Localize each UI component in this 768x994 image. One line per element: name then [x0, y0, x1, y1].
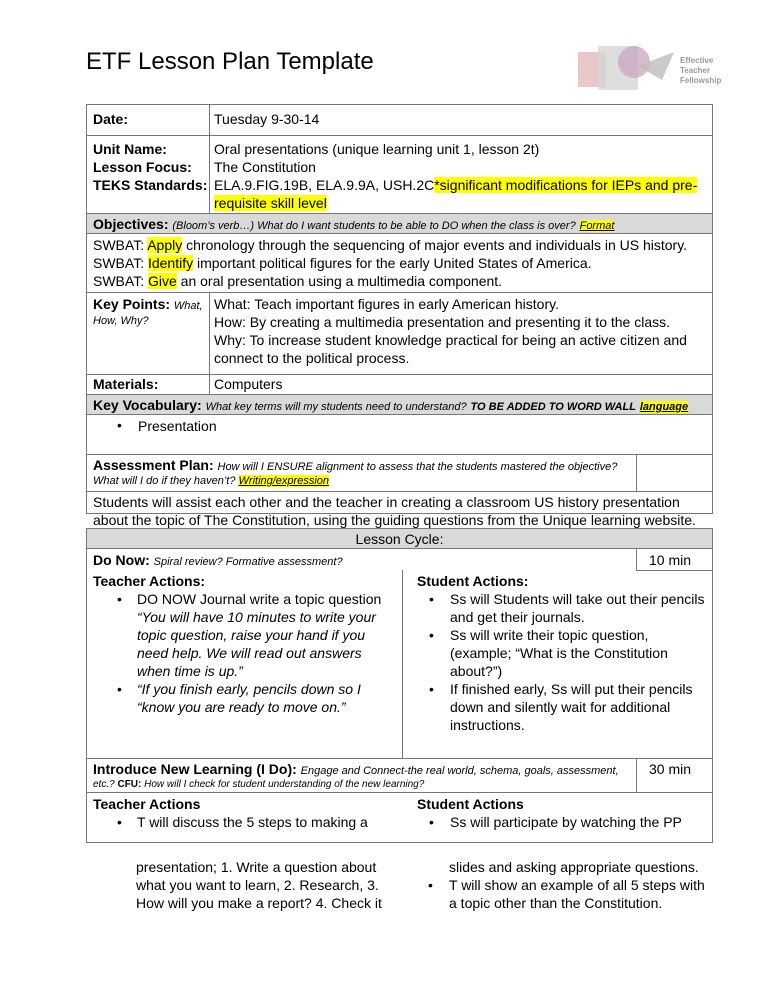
- student-action-cont: down and silently wait for additional: [450, 699, 671, 715]
- intro-label: Introduce New Learning (I Do):: [93, 761, 297, 777]
- assessment-hint: How will I ENSURE alignment to assess that the students mastered the objective?: [217, 461, 618, 473]
- intro-hint-2b: How will I check for student understanding of the new learning?: [144, 779, 425, 790]
- keypoint-how: How: By creating a multimedia presentation and presenting it to the class.: [214, 314, 671, 330]
- page-title: ETF Lesson Plan Template: [86, 48, 374, 75]
- bullet-icon: •: [429, 591, 434, 607]
- teacher-action-cont: topic question, raise your hand if you: [137, 627, 366, 643]
- vocab-header: [87, 395, 712, 415]
- logo-text: Effective Teacher Fellowship: [680, 56, 722, 85]
- teacher-actions-label: Teacher Actions:: [93, 573, 206, 589]
- intro-time: 30 min: [649, 761, 692, 777]
- intro-hint: Engage and Connect-the real world, schema, goals, assessment,: [300, 765, 619, 777]
- teks-note: requisite skill level: [214, 195, 327, 211]
- objectives-hint: (Bloom’s verb…) What do I want students to be able to DO when the class is over?: [172, 220, 576, 232]
- bullet-icon: •: [429, 814, 434, 830]
- teks-value: ELA.9.FIG.19B, ELA.9.9A, USH.2C*significant modifications for IEPs and pre-: [214, 177, 698, 193]
- date-label: Date:: [93, 111, 129, 127]
- student-action: If finished early, Ss will put their pencils: [450, 681, 693, 697]
- keypoint-why: Why: To increase student knowledge practical for being an active citizen and: [214, 332, 687, 348]
- vocab-label: Key Vocabulary:: [93, 397, 202, 413]
- bullet-icon: •: [428, 877, 433, 893]
- teacher-action: DO NOW Journal write a topic question: [137, 591, 382, 607]
- assessment-line: about the topic of The Constitution, using the guiding questions from the Unique learning website.: [93, 512, 696, 528]
- keypoint-what: What: Teach important figures in early American history.: [214, 296, 559, 312]
- student-action: Ss will Students will take out their pencils: [450, 591, 705, 607]
- assessment-body: [87, 492, 712, 533]
- vocab-item: Presentation: [138, 418, 217, 434]
- intro-student-line: slides and asking appropriate questions.: [449, 859, 699, 875]
- donow-block: [87, 549, 712, 759]
- intro-teacher-line: what you want to learn, 2. Research, 3.: [136, 877, 379, 893]
- teacher-action-cont: need help. We will read out answers: [137, 645, 362, 661]
- intro-block: [87, 759, 712, 842]
- student-action-cont: (example; “What is the Constitution: [450, 645, 668, 661]
- unit-row: [87, 136, 712, 214]
- intro-student-line: T will show an example of all 5 steps with: [449, 877, 705, 893]
- teks-label: TEKS Standards:: [93, 177, 208, 193]
- intro-cfu: CFU:: [117, 779, 142, 790]
- intro-student-label: Student Actions: [417, 796, 524, 812]
- keypoints-hint: How, Why?: [93, 315, 149, 327]
- donow-hint: Spiral review? Formative assessment?: [153, 556, 343, 568]
- materials-row: [87, 375, 712, 395]
- intro-teacher-line: How will you make a report? 4. Check it: [136, 895, 382, 911]
- plan-table: [86, 104, 713, 528]
- vocab-wall: TO BE ADDED TO WORD WALL: [470, 401, 636, 413]
- keypoint-why-cont: connect to the political process.: [214, 350, 410, 366]
- intro-teacher-label: Teacher Actions: [93, 796, 201, 812]
- focus-label: Lesson Focus:: [93, 159, 192, 175]
- keypoints-label: Key Points: What,: [93, 296, 203, 312]
- swbat-line: SWBAT: Give an oral presentation using a multimedia component.: [93, 273, 503, 289]
- vocab-hint: What key terms will my students need to understand?: [205, 401, 467, 413]
- materials-value: Computers: [214, 376, 283, 392]
- swbat-line: SWBAT: Apply chronology through the sequencing of major events and individuals in US history.: [93, 237, 688, 253]
- assessment-line: Students will assist each other and the teacher in creating a classroom US history presentation: [93, 494, 680, 510]
- teacher-action: “If you finish early, pencils down so I: [137, 681, 361, 697]
- bullet-icon: •: [117, 681, 122, 697]
- student-action-cont: about?”): [450, 663, 503, 679]
- unit-value: Oral presentations (unique learning unit 1, lesson 2t): [214, 141, 540, 157]
- date-value: Tuesday 9-30-14: [214, 111, 320, 127]
- student-action: Ss will write their topic question,: [450, 627, 649, 643]
- lesson-cycle-table: [86, 528, 713, 843]
- materials-label: Materials:: [93, 376, 159, 392]
- intro-teacher-line: T will discuss the 5 steps to making a: [137, 814, 368, 830]
- bullet-icon: •: [429, 681, 434, 697]
- bullet-icon: •: [429, 627, 434, 643]
- student-actions-label: Student Actions:: [417, 573, 529, 589]
- bullet-icon: •: [117, 417, 122, 433]
- objectives-tag: Format: [579, 220, 615, 232]
- teacher-action-cont: “know you are ready to move on.”: [137, 699, 346, 715]
- logo-circle: [618, 46, 650, 78]
- intro-teacher-line: presentation; 1. Write a question about: [136, 859, 377, 875]
- donow-label: Do Now:: [93, 552, 150, 568]
- teacher-action-cont: “You will have 10 minutes to write your: [137, 609, 376, 625]
- cycle-title: Lesson Cycle:: [355, 531, 444, 547]
- student-action-cont: and get their journals.: [450, 609, 585, 625]
- objectives-body: [87, 234, 712, 375]
- assessment-hint-2: What will I do if they haven’t?: [93, 475, 236, 487]
- objectives-header: [87, 214, 712, 234]
- intro-student-line: a topic other than the Constitution.: [449, 895, 663, 911]
- assessment-label: Assessment Plan:: [93, 457, 214, 473]
- focus-value: The Constitution: [214, 159, 316, 175]
- assessment-header: [87, 455, 712, 492]
- donow-time: 10 min: [649, 552, 692, 568]
- swbat-line: SWBAT: Identify important political figures for the early United States of America.: [93, 255, 592, 271]
- student-action-cont: instructions.: [450, 717, 525, 733]
- intro-student-line: Ss will participate by watching the PP: [450, 814, 682, 830]
- bullet-icon: •: [117, 591, 122, 607]
- objectives-label: Objectives:: [93, 216, 169, 232]
- vocab-tag: language: [639, 401, 689, 413]
- teacher-action-cont: when time is up.”: [137, 663, 243, 679]
- bullet-icon: •: [117, 814, 122, 830]
- vocab-body: [87, 415, 712, 455]
- cycle-header: [87, 529, 712, 549]
- assessment-tag: Writing/expression: [238, 475, 330, 487]
- date-row: [87, 105, 712, 136]
- intro-hint-2a: etc.?: [93, 779, 115, 790]
- unit-label: Unit Name:: [93, 141, 167, 157]
